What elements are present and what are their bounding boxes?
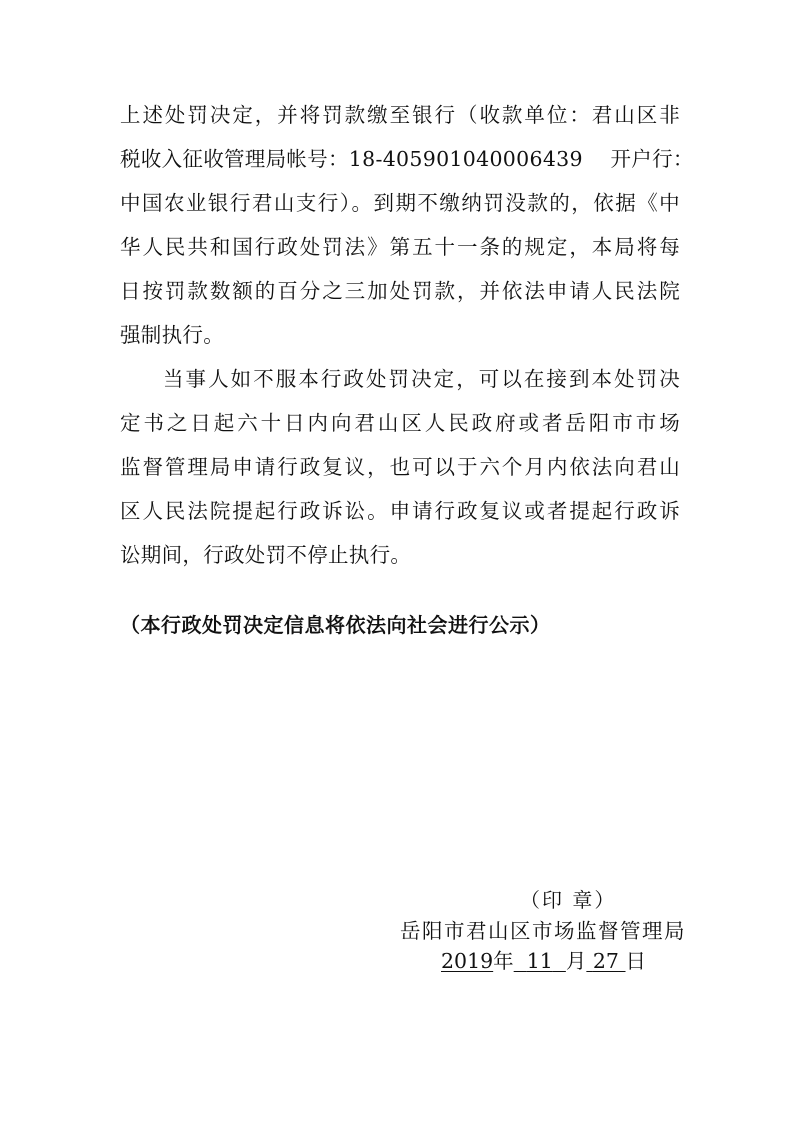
date-day-value: 27 [592,949,619,973]
paragraph-line: 定书之日起六十日内向君山区人民政府或者岳阳市市场 [120,411,680,435]
paragraph-line: 监督管理局申请行政复议，也可以于六个月内依法向君山 [120,455,680,479]
date-month [514,949,566,973]
paragraph-line: 强制执行。 [120,323,224,347]
issuing-organization: 岳阳市君山区市场监督管理局 [400,919,686,943]
date-day-char: 日 [625,949,647,973]
date-year-char: 年 [493,949,514,973]
date-year: 2019 [441,949,494,973]
issue-date [441,944,646,974]
paragraph-line: 中国农业银行君山支行）。到期不缴纳罚没款的，依据《中 [120,191,680,215]
paragraph-line: 讼期间，行政处罚不停止执行。 [120,543,412,567]
paragraph-line: 日按罚款数额的百分之三加处罚款，并依法申请人民法院 [120,279,680,303]
paragraph-line: 当事人如不服本行政处罚决定，可以在接到本处罚决 [163,367,680,391]
date-day [586,949,625,973]
paragraph-line: 上述处罚决定，并将罚款缴至银行（收款单位：君山区非 [120,103,680,127]
date-month-value: 11 [526,949,553,973]
paragraph-line: 税收入征收管理局帐号：18-405901040006439 开户行： [120,147,694,171]
date-month-char: 月 [565,949,587,973]
public-notice: （本行政处罚决定信息将依法向社会进行公示） [120,613,551,637]
seal-placeholder: （印 章） [520,888,617,912]
paragraph-line: 区人民法院提起行政诉讼。申请行政复议或者提起行政诉 [120,499,680,523]
paragraph-line: 华人民共和国行政处罚法》第五十一条的规定，本局将每 [120,235,680,259]
